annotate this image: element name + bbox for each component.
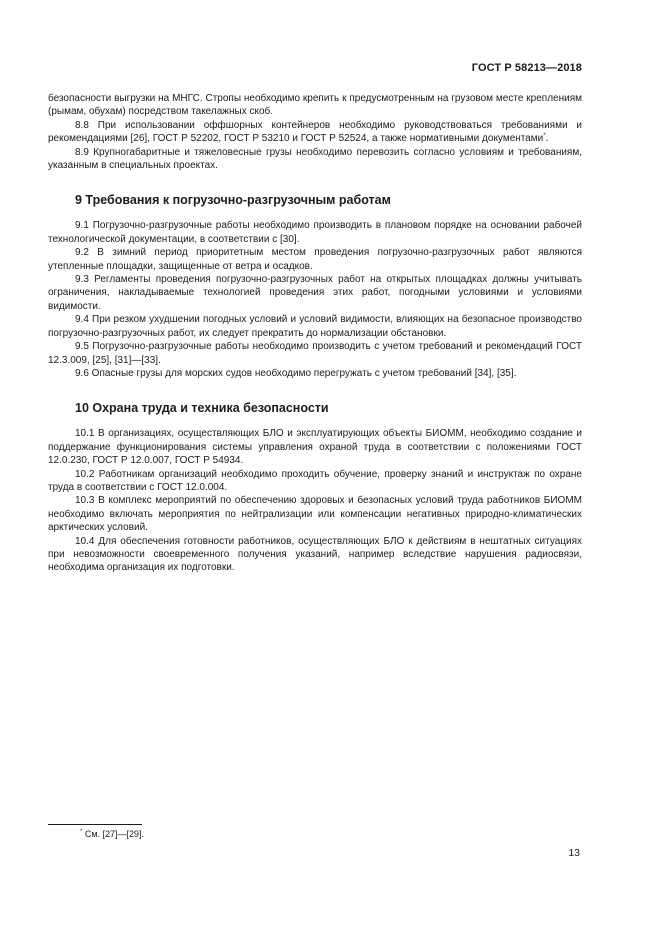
- footnote-reference: *: [543, 133, 546, 140]
- paragraph-9-3: 9.3 Регламенты проведения погрузочно-разгрузочных работ на открытых площадках должны учитывать ограничения, накладываемые технологией проведения этих работ, погодными условиями и условиями видимости.: [48, 274, 582, 312]
- section-9-heading: 9 Требования к погрузочно-разгрузочным работам: [75, 193, 391, 208]
- paragraph-8-8: 8.8 При использовании оффшорных контейнеров необходимо руководствоваться требованиями и рекомендациями [26], ГОСТ Р 52202, ГОСТ Р 53210 и ГОСТ Р 52524, а также нормативными документами*.: [48, 119, 582, 145]
- paragraph-9-4: 9.4 При резком ухудшении погодных условий и условий видимости, влияющих на безопасное производство погрузочно-разгрузочных работ, их следует прекратить до нормализации обстановки.: [48, 314, 582, 339]
- paragraph-10-2: 10.2 Работникам организаций необходимо проходить обучение, проверку знаний и инструктаж по охране труда в соответствии с ГОСТ 12.0.004.: [48, 468, 582, 493]
- footnote-mark: *: [80, 829, 83, 835]
- page-content: [48, 92, 582, 575]
- document-number-header: ГОСТ Р 58213—2018: [471, 62, 582, 74]
- section-10-heading: 10 Охрана труда и техника безопасности: [75, 401, 329, 416]
- footnote: [80, 829, 144, 839]
- paragraph-9-2: 9.2 В зимний период приоритетным местом проведения погрузочно-разгрузочных работ являются утепленные площадки, защищенные от ветра и осадков.: [48, 247, 582, 272]
- paragraph-9-1: 9.1 Погрузочно-разгрузочные работы необходимо производить в плановом порядке на основании рабочей технологической документации, в соответствии с [30].: [48, 220, 582, 245]
- paragraph-10-3: 10.3 В комплекс мероприятий по обеспечению здоровых и безопасных условий труда работников БИОММ необходимо включать мероприятия по нейтрализации или компенсации негативных природно-климатических арктических условий.: [48, 495, 582, 534]
- paragraph-continuation: безопасности выгрузки на МНГС. Стропы необходимо крепить к предусмотренным на грузовом месте креплениям (рымам, обухам) посредством такелажных скоб.: [48, 93, 582, 118]
- paragraph-10-4: 10.4 Для обеспечения готовности работников, осуществляющих БЛО к действиям в нештатных ситуациях при невозможности своевременного получения указаний, например вследствие нарушения радиосвязи, необходима организация их подготовки.: [48, 535, 582, 574]
- footnote-divider: [48, 824, 142, 825]
- paragraph-9-6: 9.6 Опасные грузы для морских судов необходимо перегружать с учетом требований [34], [35].: [75, 367, 517, 379]
- paragraph-8-9: 8.9 Крупногабаритные и тяжеловесные грузы необходимо перевозить согласно условиям и требованиям, указанным в специальных проектах.: [48, 146, 582, 172]
- page-number: 13: [568, 847, 580, 859]
- footnote-text: См. [27]—[29].: [82, 829, 145, 839]
- paragraph-10-1: 10.1 В организациях, осуществляющих БЛО и эксплуатирующих объекты БИОММ, необходимо создание и поддержание функционирования системы управления охраной труда в соответствии с положениями ГОСТ 12.0.230, ГОСТ Р 12.0.007, ГОСТ Р 54934.: [48, 428, 582, 467]
- paragraph-9-5: 9.5 Погрузочно-разгрузочные работы необходимо производить с учетом требований и рекомендаций ГОСТ 12.3.009, [25], [31]—[33].: [48, 341, 582, 366]
